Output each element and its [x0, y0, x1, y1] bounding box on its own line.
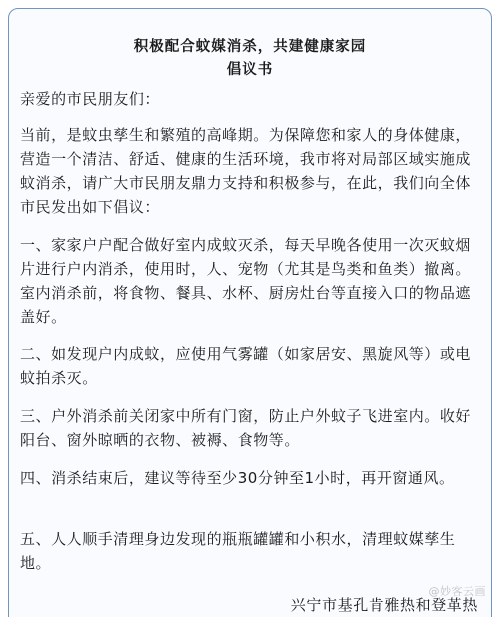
notice-subtitle: 倡议书 [226, 62, 274, 78]
watermark-logo: @妙客云画 [428, 585, 486, 598]
proposal-item-5: 五、人人顺手清理身边发现的瓶瓶罐罐和小积水，清理蚊媒孳生地。 [20, 530, 456, 572]
notice-title: 积极配合蚊媒消杀，共建健康家园 [133, 39, 367, 55]
intro-paragraph: 当前，是蚊虫孳生和繁殖的高峰期。为保障您和家人的身体健康，营造一个清洁、舒适、健康的生活环境，我市将对局部区域实施成蚊消杀，请广大市民朋友鼎力支持和积极参与，在此，我们向全体市民发出如下倡议： [20, 126, 471, 216]
greeting: 亲爱的市民朋友们： [20, 90, 160, 108]
proposal-item-4: 四、消杀结束后，建议等待至少30分钟至1小时，再开窗通风。 [20, 469, 455, 487]
signature: 兴宁市基孔肯雅热和登革热 [290, 596, 478, 614]
proposal-item-1: 一、家家户户配合做好室内成蚊灭杀，每天早晚各使用一次灭蚊烟片进行户内消杀，使用时，人、宠物（尤其是鸟类和鱼类）撤离。室内消杀前，将食物、餐具、水杯、厨房灶台等直接入口的物品遮盖好。 [20, 236, 471, 326]
proposal-item-2: 二、如发现户内成蚊，应使用气雾罐（如家居安、黑旋风等）或电蚊拍杀灭。 [20, 345, 471, 387]
proposal-item-3: 三、户外消杀前关闭家中所有门窗，防止户外蚊子飞进室内。收好阳台、窗外晾晒的衣物、被褥、食物等。 [20, 407, 471, 449]
